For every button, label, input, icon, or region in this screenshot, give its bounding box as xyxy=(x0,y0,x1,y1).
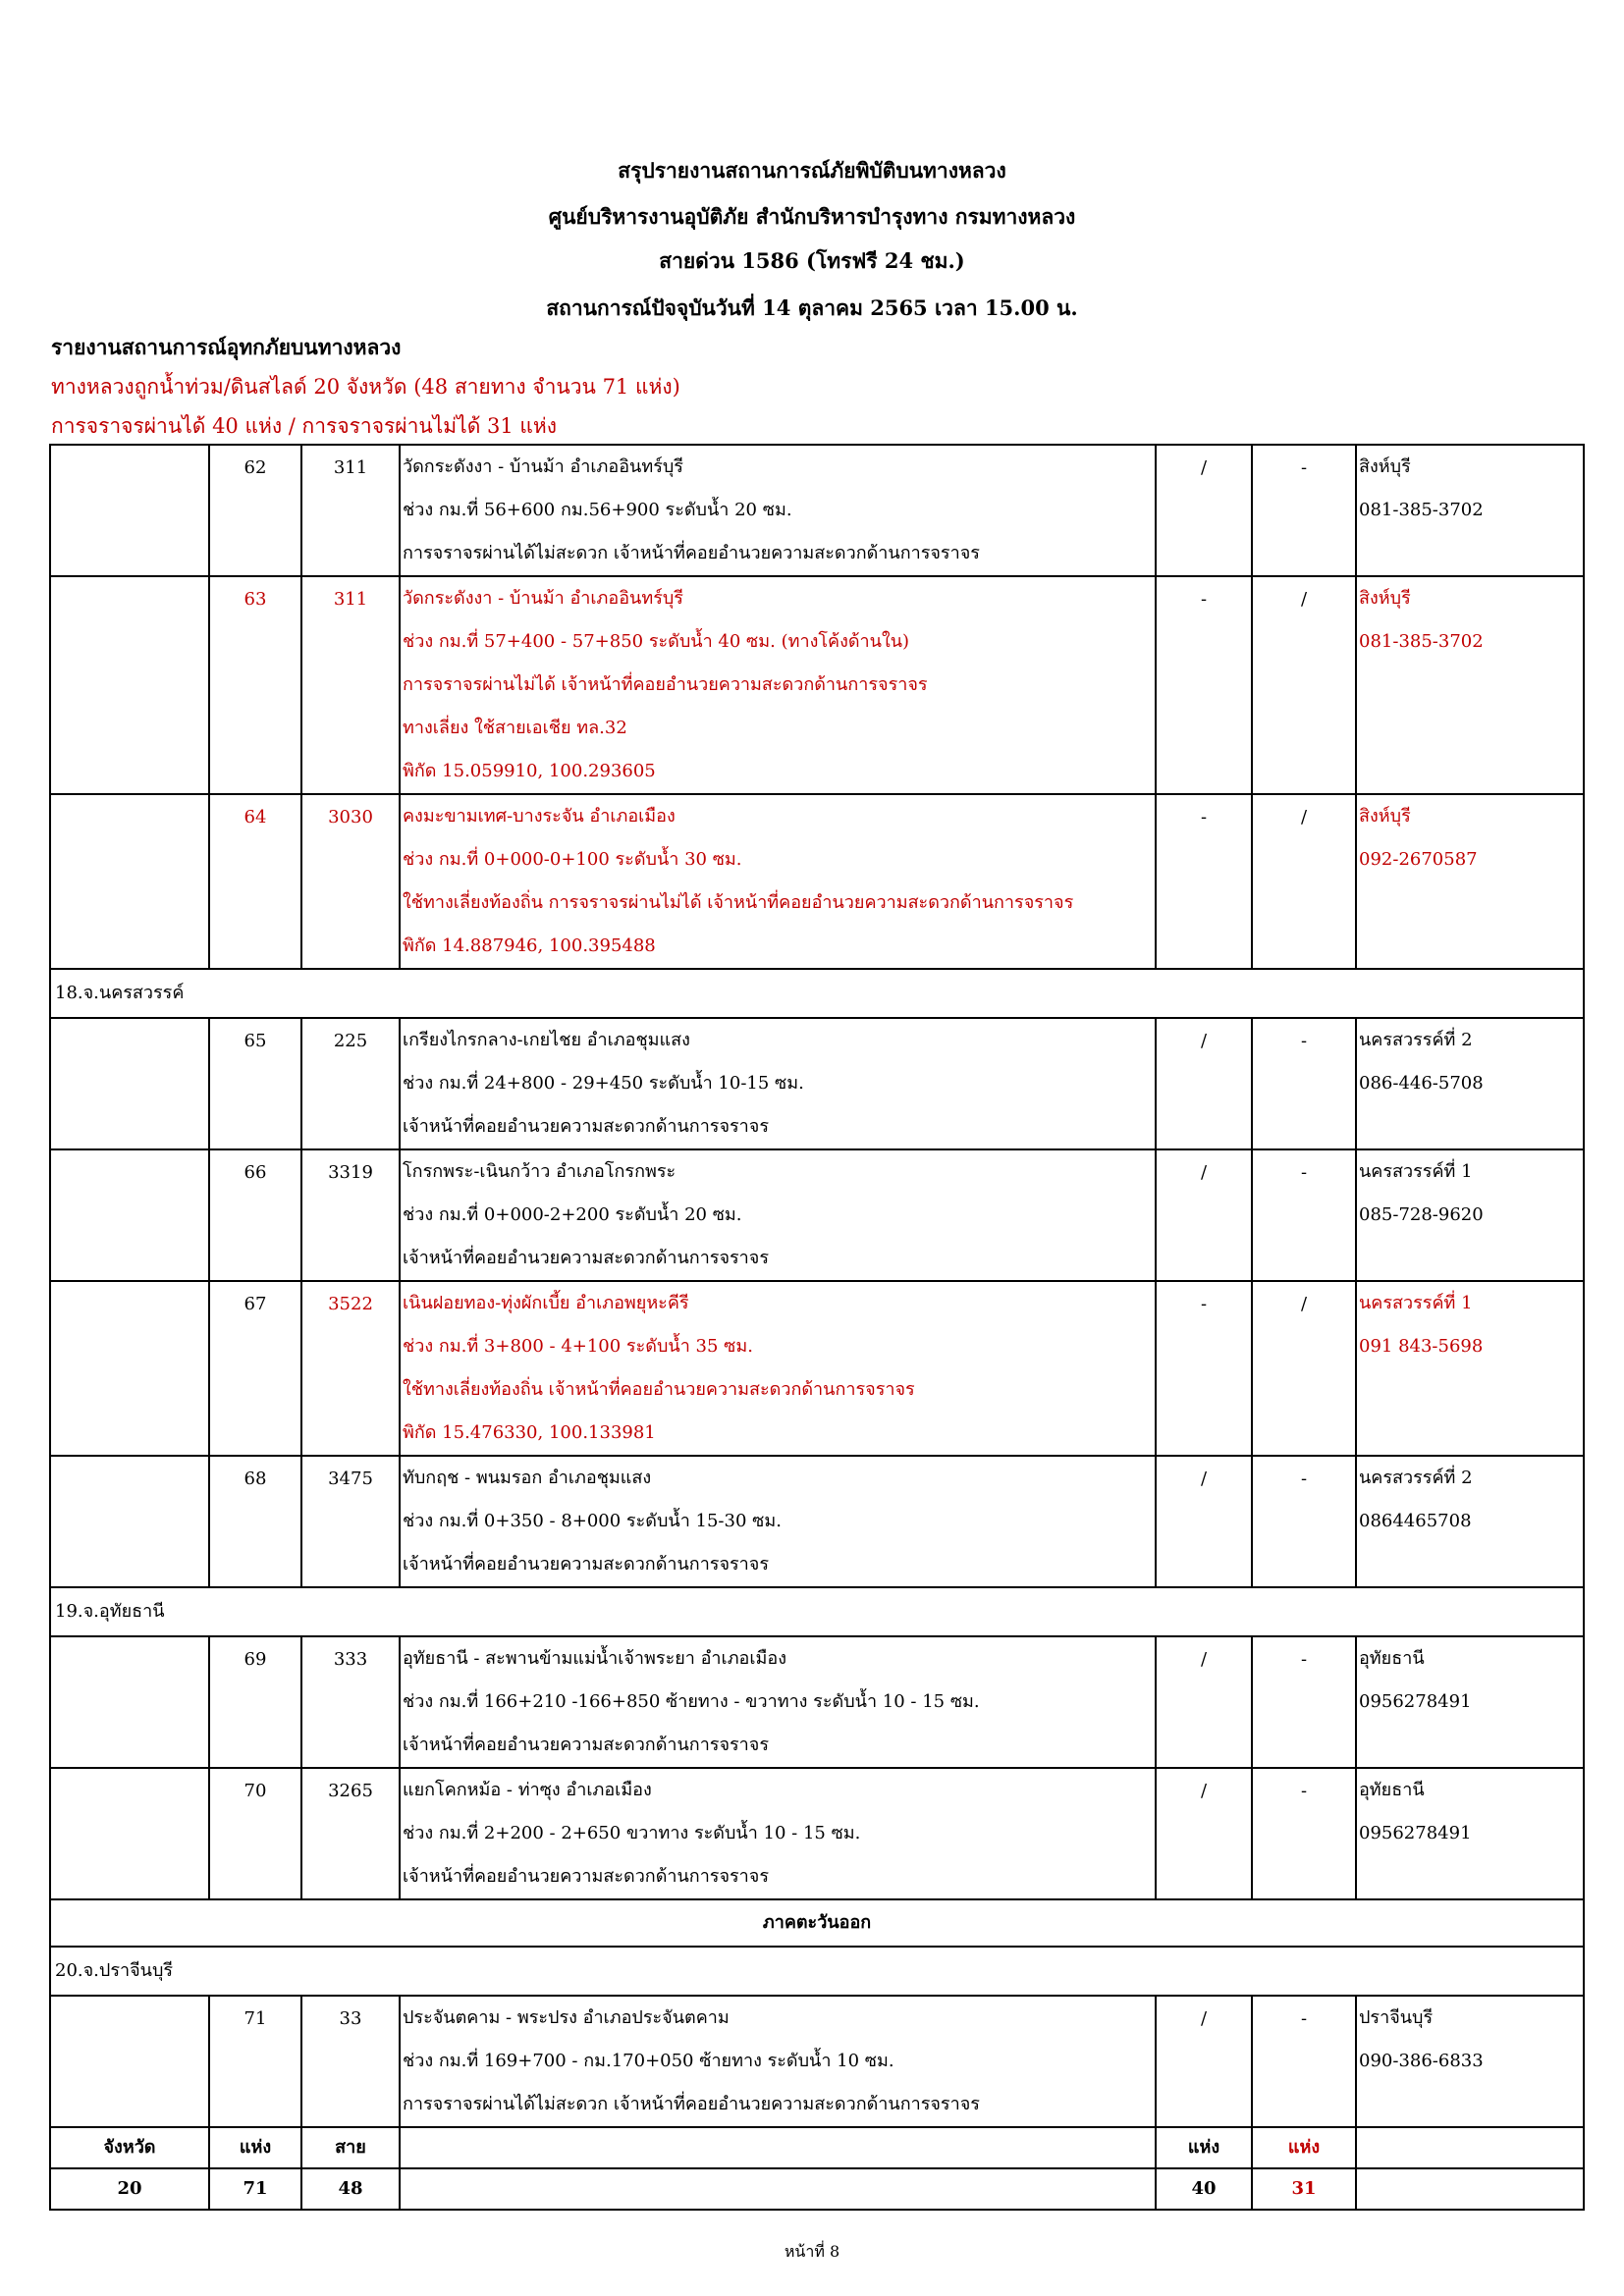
table-row xyxy=(50,1018,1584,1149)
province-header xyxy=(50,969,1584,1018)
office-name: นครสวรรค์ที่ 2 xyxy=(1359,1468,1473,1488)
office-name: นครสวรรค์ที่ 1 xyxy=(1359,1161,1473,1182)
route-number: 3475 xyxy=(301,1456,400,1587)
route-number: 3522 xyxy=(301,1281,400,1456)
item-number: 68 xyxy=(209,1456,301,1587)
detail-line: ช่วง กม.ที่ 3+800 - 4+100 ระดับน้ำ 35 ซม. xyxy=(403,1336,753,1357)
detail-line: ช่วง กม.ที่ 24+800 - 29+450 ระดับน้ำ 10-15 ซม. xyxy=(403,1073,804,1094)
route-number: 3319 xyxy=(301,1149,400,1281)
impassable-mark: / xyxy=(1252,1281,1356,1456)
passable-mark: - xyxy=(1156,1281,1252,1456)
detail-line: การจราจรผ่านได้ไม่สะดวก เจ้าหน้าที่คอยอำนวยความสะดวกด้านการจราจร xyxy=(403,543,980,563)
flood-report-table xyxy=(49,444,1585,2211)
impassable-mark: - xyxy=(1252,1149,1356,1281)
blank-cell xyxy=(50,1281,209,1456)
impassable-mark: - xyxy=(1252,1018,1356,1149)
route-number: 311 xyxy=(301,445,400,576)
province-header xyxy=(50,1587,1584,1636)
region-header xyxy=(50,1899,1584,1947)
phone-number: 085-728-9620 xyxy=(1359,1204,1484,1225)
office-contact xyxy=(1356,1149,1584,1281)
office-contact xyxy=(1356,1281,1584,1456)
detail-line: ประจันตคาม - พระปรง อำเภอประจันตคาม xyxy=(403,2007,730,2028)
province-label: 19.จ.อุทัยธานี xyxy=(50,1587,1584,1636)
office-contact xyxy=(1356,1456,1584,1587)
blank-cell xyxy=(50,445,209,576)
route-number: 3030 xyxy=(301,794,400,969)
impassable-mark: - xyxy=(1252,1636,1356,1768)
province-label: 20.จ.ปราจีนบุรี xyxy=(50,1947,1584,1996)
page-number: หน้าที่ 8 xyxy=(784,2242,840,2261)
phone-number: 086-446-5708 xyxy=(1359,1073,1484,1094)
phone-number: 081-385-3702 xyxy=(1359,500,1484,520)
detail-line: เจ้าหน้าที่คอยอำนวยความสะดวกด้านการจราจร xyxy=(403,1735,770,1755)
detail-line: ช่วง กม.ที่ 57+400 - 57+850 ระดับน้ำ 40 ซม. (ทางโค้งด้านใน) xyxy=(403,631,910,652)
detail-line: การจราจรผ่านไม่ได้ เจ้าหน้าที่คอยอำนวยความสะดวกด้านการจราจร xyxy=(403,674,928,695)
report-title: สรุปรายงานสถานการณ์ภัยพิบัติบนทางหลวง xyxy=(618,158,1006,183)
item-number: 67 xyxy=(209,1281,301,1456)
phone-number: 092-2670587 xyxy=(1359,849,1478,870)
route-number: 333 xyxy=(301,1636,400,1768)
location-details xyxy=(400,1636,1156,1768)
phone-number: 0956278491 xyxy=(1359,1691,1472,1712)
totals-routes-value: 48 xyxy=(301,2168,400,2210)
detail-line: ช่วง กม.ที่ 166+210 -166+850 ซ้ายทาง - ขวาทาง ระดับน้ำ 10 - 15 ซม. xyxy=(403,1691,980,1712)
totals-label-row xyxy=(50,2127,1584,2168)
impassable-mark: / xyxy=(1252,576,1356,794)
detail-line: พิกัด 15.476330, 100.133981 xyxy=(403,1422,656,1443)
summary-traffic: การจราจรผ่านได้ 40 แห่ง / การจราจรผ่านไม่ได้ 31 แห่ง xyxy=(51,414,558,438)
passable-mark: / xyxy=(1156,1636,1252,1768)
detail-line: เจ้าหน้าที่คอยอำนวยความสะดวกด้านการจราจร xyxy=(403,1554,770,1575)
office-contact xyxy=(1356,576,1584,794)
table-row xyxy=(50,794,1584,969)
location-details xyxy=(400,1456,1156,1587)
passable-mark: / xyxy=(1156,1018,1252,1149)
totals-nopass-value: 31 xyxy=(1252,2168,1356,2210)
table-row xyxy=(50,1768,1584,1899)
detail-line: ทางเลี่ยง ใช้สายเอเชีย ทล.32 xyxy=(403,718,627,738)
blank-cell xyxy=(50,1018,209,1149)
totals-places-label: แห่ง xyxy=(209,2127,301,2168)
totals-places-value: 71 xyxy=(209,2168,301,2210)
office-name: สิงห์บุรี xyxy=(1359,588,1411,609)
passable-mark: / xyxy=(1156,1149,1252,1281)
item-number: 71 xyxy=(209,1996,301,2127)
detail-line: อุทัยธานี - สะพานข้ามแม่น้ำเจ้าพระยา อำเภอเมือง xyxy=(403,1648,786,1669)
blank-cell xyxy=(50,1456,209,1587)
impassable-mark: - xyxy=(1252,445,1356,576)
phone-number: 0956278491 xyxy=(1359,1823,1472,1843)
passable-mark: / xyxy=(1156,1996,1252,2127)
detail-line: เจ้าหน้าที่คอยอำนวยความสะดวกด้านการจราจร xyxy=(403,1248,770,1268)
detail-line: ช่วง กม.ที่ 169+700 - กม.170+050 ซ้ายทาง ระดับน้ำ 10 ซม. xyxy=(403,2051,894,2071)
detail-line: พิกัด 15.059910, 100.293605 xyxy=(403,761,656,781)
detail-line: ช่วง กม.ที่ 0+000-0+100 ระดับน้ำ 30 ซม. xyxy=(403,849,742,870)
region-label: ภาคตะวันออก xyxy=(50,1899,1584,1947)
item-number: 62 xyxy=(209,445,301,576)
passable-mark: / xyxy=(1156,1768,1252,1899)
detail-line: ใช้ทางเลี่ยงท้องถิ่น การจราจรผ่านไม่ได้ เจ้าหน้าที่คอยอำนวยความสะดวกด้านการจราจร xyxy=(403,892,1074,913)
office-contact xyxy=(1356,1996,1584,2127)
totals-routes-label: สาย xyxy=(301,2127,400,2168)
location-details xyxy=(400,576,1156,794)
detail-line: โกรกพระ-เนินกว้าว อำเภอโกรกพระ xyxy=(403,1161,677,1182)
location-details xyxy=(400,1768,1156,1899)
totals-value-row xyxy=(50,2168,1584,2210)
summary-affected: ทางหลวงถูกน้ำท่วม/ดินสไลด์ 20 จังหวัด (48 สายทาง จำนวน 71 แห่ง) xyxy=(51,375,680,399)
route-number: 3265 xyxy=(301,1768,400,1899)
totals-province-value: 20 xyxy=(50,2168,209,2210)
table-row xyxy=(50,445,1584,576)
detail-line: คงมะขามเทศ-บางระจัน อำเภอเมือง xyxy=(403,806,676,827)
detail-line: เจ้าหน้าที่คอยอำนวยความสะดวกด้านการจราจร xyxy=(403,1866,770,1887)
item-number: 66 xyxy=(209,1149,301,1281)
route-number: 311 xyxy=(301,576,400,794)
detail-line: วัดกระดังงา - บ้านม้า อำเภออินทร์บุรี xyxy=(403,456,683,477)
table-row xyxy=(50,1636,1584,1768)
summary-title: รายงานสถานการณ์อุทกภัยบนทางหลวง xyxy=(51,335,402,359)
passable-mark: / xyxy=(1156,445,1252,576)
location-details xyxy=(400,1018,1156,1149)
office-name: นครสวรรค์ที่ 2 xyxy=(1359,1030,1473,1050)
impassable-mark: / xyxy=(1252,794,1356,969)
route-number: 225 xyxy=(301,1018,400,1149)
passable-mark: - xyxy=(1156,794,1252,969)
blank-cell xyxy=(50,794,209,969)
report-datetime: สถานการณ์ปัจจุบันวันที่ 14 ตุลาคม 2565 เวลา 15.00 น. xyxy=(546,295,1078,320)
phone-number: 081-385-3702 xyxy=(1359,631,1484,652)
office-name: อุทัยธานี xyxy=(1359,1648,1425,1669)
item-number: 64 xyxy=(209,794,301,969)
province-header xyxy=(50,1947,1584,1996)
detail-line: ช่วง กม.ที่ 56+600 กม.56+900 ระดับน้ำ 20 ซม. xyxy=(403,500,792,520)
office-name: ปราจีนบุรี xyxy=(1359,2007,1434,2028)
table-row xyxy=(50,1996,1584,2127)
office-name: สิงห์บุรี xyxy=(1359,456,1411,477)
report-agency: ศูนย์บริหารงานอุบัติภัย สำนักบริหารบำรุงทาง กรมทางหลวง xyxy=(548,204,1076,229)
blank-cell xyxy=(50,1149,209,1281)
passable-mark: - xyxy=(1156,576,1252,794)
detail-line: เนินฝอยทอง-ทุ่งผักเบี้ย อำเภอพยุหะคีรี xyxy=(403,1293,689,1313)
detail-line: ช่วง กม.ที่ 2+200 - 2+650 ขวาทาง ระดับน้ำ 10 - 15 ซม. xyxy=(403,1823,861,1843)
table-row xyxy=(50,1456,1584,1587)
table-row xyxy=(50,1149,1584,1281)
province-label: 18.จ.นครสวรรค์ xyxy=(50,969,1584,1018)
detail-line: พิกัด 14.887946, 100.395488 xyxy=(403,935,656,956)
hotline: สายด่วน 1586 (โทรฟรี 24 ชม.) xyxy=(659,248,965,273)
office-contact xyxy=(1356,794,1584,969)
phone-number: 0864465708 xyxy=(1359,1511,1472,1531)
detail-line: การจราจรผ่านได้ไม่สะดวก เจ้าหน้าที่คอยอำนวยความสะดวกด้านการจราจร xyxy=(403,2094,980,2114)
phone-number: 091 843-5698 xyxy=(1359,1336,1484,1357)
location-details xyxy=(400,1996,1156,2127)
detail-line: ช่วง กม.ที่ 0+350 - 8+000 ระดับน้ำ 15-30 ซม. xyxy=(403,1511,782,1531)
detail-line: แยกโคกหม้อ - ท่าซุง อำเภอเมือง xyxy=(403,1780,652,1800)
item-number: 63 xyxy=(209,576,301,794)
blank-cell xyxy=(50,1636,209,1768)
item-number: 69 xyxy=(209,1636,301,1768)
location-details xyxy=(400,445,1156,576)
office-contact xyxy=(1356,1636,1584,1768)
item-number: 70 xyxy=(209,1768,301,1899)
detail-line: ทับกฤช - พนมรอก อำเภอชุมแสง xyxy=(403,1468,652,1488)
office-name: อุทัยธานี xyxy=(1359,1780,1425,1800)
detail-line: ช่วง กม.ที่ 0+000-2+200 ระดับน้ำ 20 ซม. xyxy=(403,1204,742,1225)
table-row xyxy=(50,1281,1584,1456)
table-row xyxy=(50,576,1584,794)
blank-cell xyxy=(50,1996,209,2127)
detail-line: วัดกระดังงา - บ้านม้า อำเภออินทร์บุรี xyxy=(403,588,683,609)
item-number: 65 xyxy=(209,1018,301,1149)
office-name: สิงห์บุรี xyxy=(1359,806,1411,827)
route-number: 33 xyxy=(301,1996,400,2127)
location-details xyxy=(400,794,1156,969)
office-name: นครสวรรค์ที่ 1 xyxy=(1359,1293,1473,1313)
impassable-mark: - xyxy=(1252,1996,1356,2127)
office-contact xyxy=(1356,1768,1584,1899)
totals-pass-value: 40 xyxy=(1156,2168,1252,2210)
totals-province-label: จังหวัด xyxy=(50,2127,209,2168)
office-contact xyxy=(1356,445,1584,576)
blank-cell xyxy=(50,1768,209,1899)
detail-line: เกรียงไกรกลาง-เกยไชย อำเภอชุมแสง xyxy=(403,1030,690,1050)
office-contact xyxy=(1356,1018,1584,1149)
totals-nopass-label: แห่ง xyxy=(1252,2127,1356,2168)
location-details xyxy=(400,1281,1156,1456)
phone-number: 090-386-6833 xyxy=(1359,2051,1484,2071)
location-details xyxy=(400,1149,1156,1281)
blank-cell xyxy=(50,576,209,794)
impassable-mark: - xyxy=(1252,1456,1356,1587)
detail-line: เจ้าหน้าที่คอยอำนวยความสะดวกด้านการจราจร xyxy=(403,1116,770,1137)
passable-mark: / xyxy=(1156,1456,1252,1587)
detail-line: ใช้ทางเลี่ยงท้องถิ่น เจ้าหน้าที่คอยอำนวยความสะดวกด้านการจราจร xyxy=(403,1379,915,1400)
impassable-mark: - xyxy=(1252,1768,1356,1899)
totals-pass-label: แห่ง xyxy=(1156,2127,1252,2168)
